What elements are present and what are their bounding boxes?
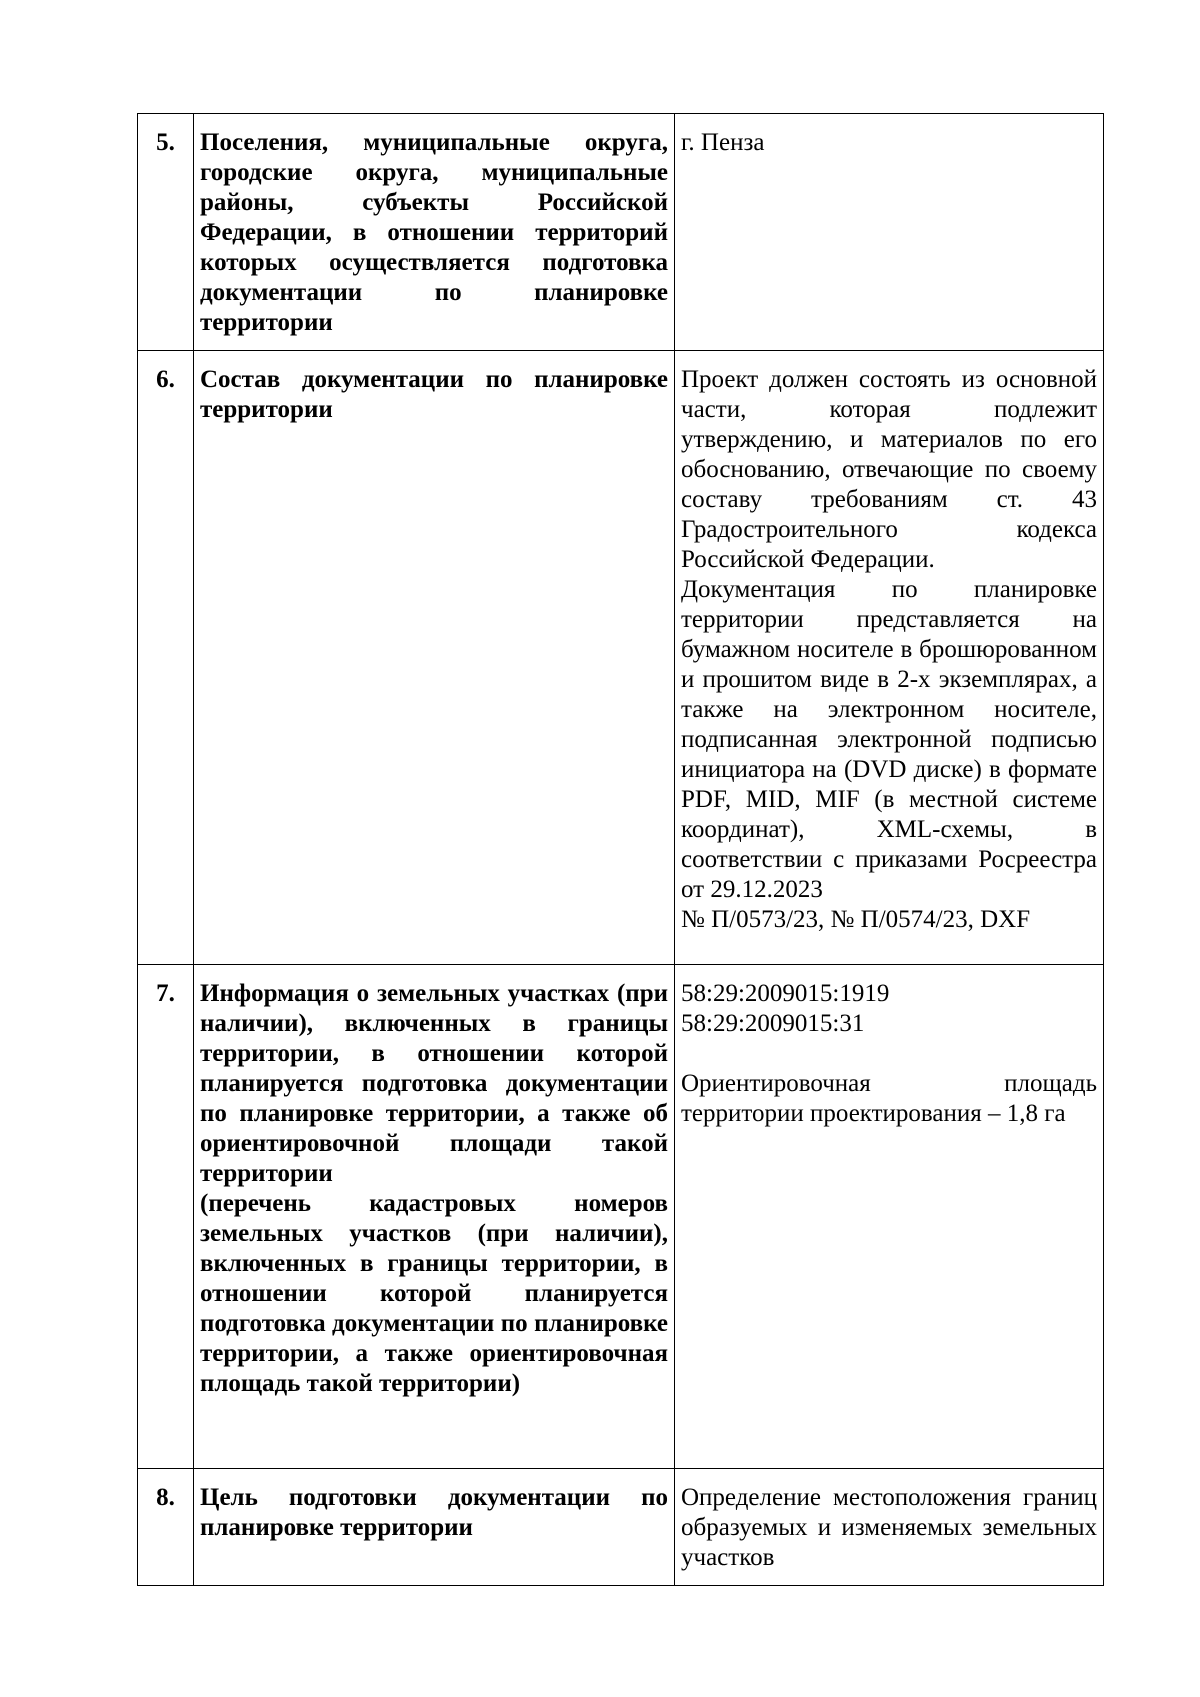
row-value: г. Пенза [675, 114, 1104, 351]
row-value [675, 965, 1104, 1469]
value-paragraph: Проект должен состоять из основной части, которая подлежит утверждению, и материалов по его обоснованию, отвечающие по своему составу требованиям ст. 43 Градостроительного кодекса Российской Федерации. [681, 366, 1097, 573]
area-text: Ориентировочная площадь территории проектирования – 1,8 га [681, 1070, 1097, 1127]
row-label: Состав документации по планировке территории [194, 351, 675, 965]
table-row [138, 114, 1104, 351]
row-label: Цель подготовки документации по планировке территории [194, 1469, 675, 1586]
table-row [138, 965, 1104, 1469]
cadastral-number: 58:29:2009015:31 [681, 1010, 865, 1037]
spacer [681, 1039, 1097, 1069]
label-paragraph: (перечень кадастровых номеров земельных участков (при наличии), включенных в границы территории, в отношении которой планируется подготовка документации по планировке территории, а также ориентировочная площадь такой территории) [200, 1190, 668, 1397]
row-value: Определение местоположения границ образуемых и изменяемых земельных участков [675, 1469, 1104, 1586]
value-paragraph: № П/0573/23, № П/0574/23, DXF [681, 906, 1031, 933]
cadastral-number: 58:29:2009015:1919 [681, 980, 890, 1007]
table-row [138, 1469, 1104, 1586]
requirements-table [137, 113, 1104, 1586]
row-number: 6. [138, 351, 194, 965]
row-number: 7. [138, 965, 194, 1469]
row-value [675, 351, 1104, 965]
row-number: 8. [138, 1469, 194, 1586]
value-paragraph: Документация по планировке территории представляется на бумажном носителе в брошюрованном и прошитом виде в 2-х экземплярах, а также на электронном носителе, подписанная электронной подписью инициатора на (DVD диске) в формате PDF, MID, MIF (в местной системе координат), XML-схемы, в соответствии с приказами Росреестра от 29.12.2023 [681, 576, 1097, 903]
row-label: Поселения, муниципальные округа, городские округа, муниципальные районы, субъекты Российской Федерации, в отношении территорий которых осуществляется подготовка документации по планировке территории [194, 114, 675, 351]
row-number: 5. [138, 114, 194, 351]
row-label [194, 965, 675, 1469]
table-row [138, 351, 1104, 965]
label-paragraph: Информация о земельных участках (при наличии), включенных в границы территории, в отношении которой планируется подготовка документации по планировке территории, а также об ориентировочной площади такой территории [200, 980, 668, 1187]
